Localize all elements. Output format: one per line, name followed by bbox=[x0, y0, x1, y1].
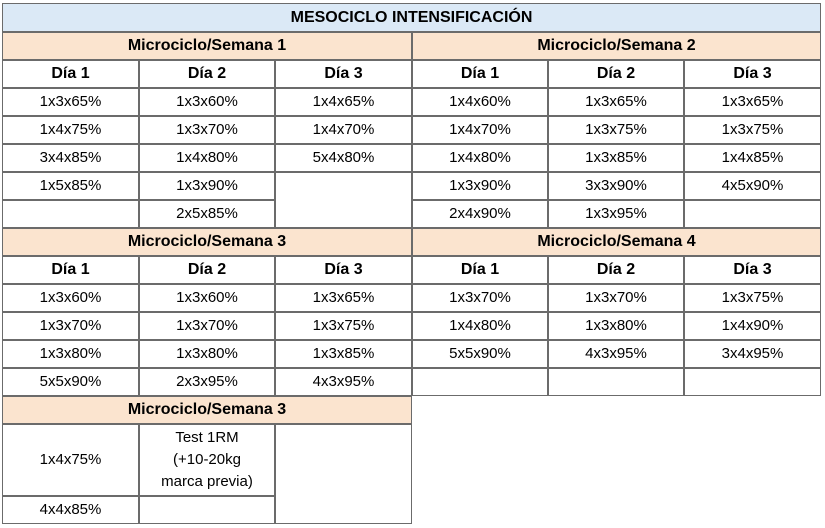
day-header: Día 2 bbox=[548, 60, 684, 88]
day-header: Día 1 bbox=[412, 60, 548, 88]
test-1rm-cell: Test 1RM (+10-20kg marca previa) bbox=[139, 424, 275, 496]
table-cell: 1x3x75% bbox=[684, 284, 821, 312]
table-cell: 1x4x80% bbox=[139, 144, 275, 172]
table-cell: 1x4x75% bbox=[2, 424, 139, 496]
table-cell: 4x3x95% bbox=[275, 368, 412, 396]
table-cell: 1x4x70% bbox=[412, 116, 548, 144]
table-cell: 1x3x90% bbox=[412, 172, 548, 200]
week-heading: Microciclo/Semana 2 bbox=[412, 32, 821, 60]
table-cell: 1x3x80% bbox=[139, 340, 275, 368]
table-cell bbox=[548, 368, 684, 396]
table-cell: 1x3x70% bbox=[2, 312, 139, 340]
day-header: Día 3 bbox=[275, 256, 412, 284]
table-cell: 1x4x70% bbox=[275, 116, 412, 144]
table-cell: 1x3x70% bbox=[139, 312, 275, 340]
table-cell: 1x3x65% bbox=[548, 88, 684, 116]
table-cell: 1x3x75% bbox=[684, 116, 821, 144]
table-cell bbox=[684, 200, 821, 228]
week-heading: Microciclo/Semana 3 bbox=[2, 396, 412, 424]
day-header: Día 2 bbox=[139, 256, 275, 284]
table-cell: 1x3x60% bbox=[139, 88, 275, 116]
day-header: Día 3 bbox=[684, 60, 821, 88]
table-cell: 1x3x95% bbox=[548, 200, 684, 228]
table-cell: 4x4x85% bbox=[2, 496, 139, 524]
table-cell: 3x3x90% bbox=[548, 172, 684, 200]
table-cell: 1x4x90% bbox=[684, 312, 821, 340]
table-cell: 1x3x65% bbox=[2, 88, 139, 116]
table-cell: 2x3x95% bbox=[139, 368, 275, 396]
table-cell bbox=[2, 200, 139, 228]
day-header: Día 3 bbox=[275, 60, 412, 88]
table-cell: 1x4x80% bbox=[412, 144, 548, 172]
table-cell bbox=[412, 368, 548, 396]
table-cell: 1x5x85% bbox=[2, 172, 139, 200]
table-cell: 1x3x75% bbox=[275, 312, 412, 340]
table-cell: 5x4x80% bbox=[275, 144, 412, 172]
table-cell bbox=[139, 496, 275, 524]
table-cell: 1x3x85% bbox=[275, 340, 412, 368]
table-cell: 1x3x80% bbox=[2, 340, 139, 368]
day-header: Día 1 bbox=[2, 256, 139, 284]
table-cell: 5x5x90% bbox=[2, 368, 139, 396]
table-cell: 1x4x80% bbox=[412, 312, 548, 340]
training-table bbox=[2, 3, 821, 524]
week-heading: Microciclo/Semana 1 bbox=[2, 32, 412, 60]
table-cell: 1x3x75% bbox=[548, 116, 684, 144]
table-cell: 1x3x70% bbox=[412, 284, 548, 312]
table-cell: 3x4x85% bbox=[2, 144, 139, 172]
day-header: Día 1 bbox=[2, 60, 139, 88]
day-header: Día 2 bbox=[548, 256, 684, 284]
table-cell: 1x4x60% bbox=[412, 88, 548, 116]
table-cell: 2x4x90% bbox=[412, 200, 548, 228]
week-heading: Microciclo/Semana 4 bbox=[412, 228, 821, 256]
table-cell: 1x3x70% bbox=[548, 284, 684, 312]
table-cell: 1x3x85% bbox=[548, 144, 684, 172]
table-cell bbox=[684, 368, 821, 396]
table-cell: 1x4x85% bbox=[684, 144, 821, 172]
day-header: Día 3 bbox=[684, 256, 821, 284]
table-cell: 1x3x60% bbox=[139, 284, 275, 312]
week-heading: Microciclo/Semana 3 bbox=[2, 228, 412, 256]
table-cell: 1x4x65% bbox=[275, 88, 412, 116]
table-cell: 1x3x80% bbox=[548, 312, 684, 340]
table-cell bbox=[275, 172, 412, 228]
table-cell: 1x3x65% bbox=[275, 284, 412, 312]
table-title: MESOCICLO INTENSIFICACIÓN bbox=[2, 3, 821, 32]
table-cell: 4x5x90% bbox=[684, 172, 821, 200]
table-cell: 4x3x95% bbox=[548, 340, 684, 368]
table-cell: 1x4x75% bbox=[2, 116, 139, 144]
table-cell: 5x5x90% bbox=[412, 340, 548, 368]
table-cell: 2x5x85% bbox=[139, 200, 275, 228]
table-cell: 1x3x90% bbox=[139, 172, 275, 200]
table-cell: 1x3x60% bbox=[2, 284, 139, 312]
table-cell bbox=[275, 424, 412, 524]
table-cell: 1x3x65% bbox=[684, 88, 821, 116]
table-cell: 3x4x95% bbox=[684, 340, 821, 368]
day-header: Día 1 bbox=[412, 256, 548, 284]
day-header: Día 2 bbox=[139, 60, 275, 88]
table-cell: 1x3x70% bbox=[139, 116, 275, 144]
